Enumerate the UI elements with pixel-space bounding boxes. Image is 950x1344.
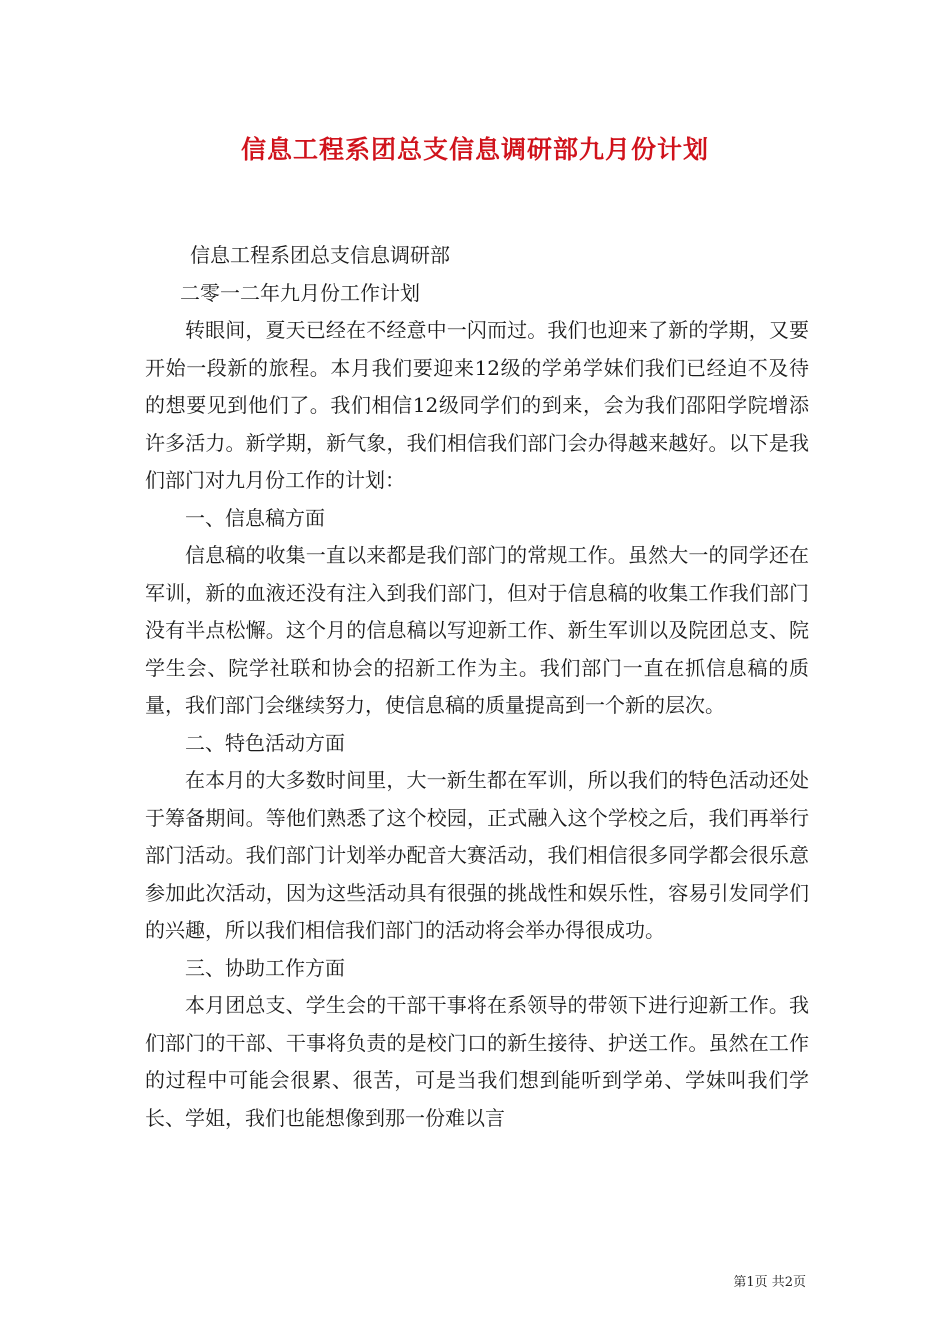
plan-date-line: 二零一二年九月份工作计划 bbox=[180, 280, 420, 305]
info-drafts-paragraph: 信息稿的收集一直以来都是我们部门的常规工作。虽然大一的同学还在军训，新的血液还没有注入到我们部门，但对于信息稿的收集工作我们部门没有半点松懈。这个月的信息稿以写迎新工作、新生军训以及院团总支、院学生会、院学社联和协会的招新工作为主。我们部门一直在抓信息稿的质量，我们部门会继续努力，使信息稿的质量提高到一个新的层次。 bbox=[145, 543, 809, 717]
document-body bbox=[145, 237, 809, 1137]
page-number-footer: 第1页 共2页 bbox=[733, 1275, 806, 1290]
special-activities-paragraph: 在本月的大多数时间里，大一新生都在军训，所以我们的特色活动还处于筹备期间。等他们熟悉了这个校园，正式融入这个学校之后，我们再举行部门活动。我们部门计划举办配音大赛活动，我们相信很多同学都会很乐意参加此次活动，因为这些活动具有很强的挑战性和娱乐性，容易引发同学们的兴趣，所以我们相信我们部门的活动将会举办得很成功。 bbox=[145, 768, 809, 942]
intro-paragraph: 转眼间，夏天已经在不经意中一闪而过。我们也迎来了新的学期，又要开始一段新的旅程。本月我们要迎来12级的学弟学妹们我们已经迫不及待的想要见到他们了。我们相信12级同学们的到来，会为我们邵阳学院增添许多活力。新学期，新气象，我们相信我们部门会办得越来越好。以下是我们部门对九月份工作的计划： bbox=[145, 318, 809, 492]
document-title: 信息工程系团总支信息调研部九月份计划 bbox=[240, 135, 709, 164]
assistance-work-paragraph: 本月团总支、学生会的干部干事将在系领导的带领下进行迎新工作。我们部门的干部、干事将负责的是校门口的新生接待、护送工作。虽然在工作的过程中可能会很累、很苦，可是当我们想到能听到学弟、学妹叫我们学长、学姐，我们也能想像到那一份难以言 bbox=[145, 993, 809, 1130]
section-heading-special-activities: 二、特色活动方面 bbox=[185, 730, 345, 755]
section-heading-info-drafts: 一、信息稿方面 bbox=[185, 505, 325, 530]
section-heading-assistance-work: 三、协助工作方面 bbox=[185, 955, 345, 980]
department-line: 信息工程系团总支信息调研部 bbox=[190, 243, 450, 267]
